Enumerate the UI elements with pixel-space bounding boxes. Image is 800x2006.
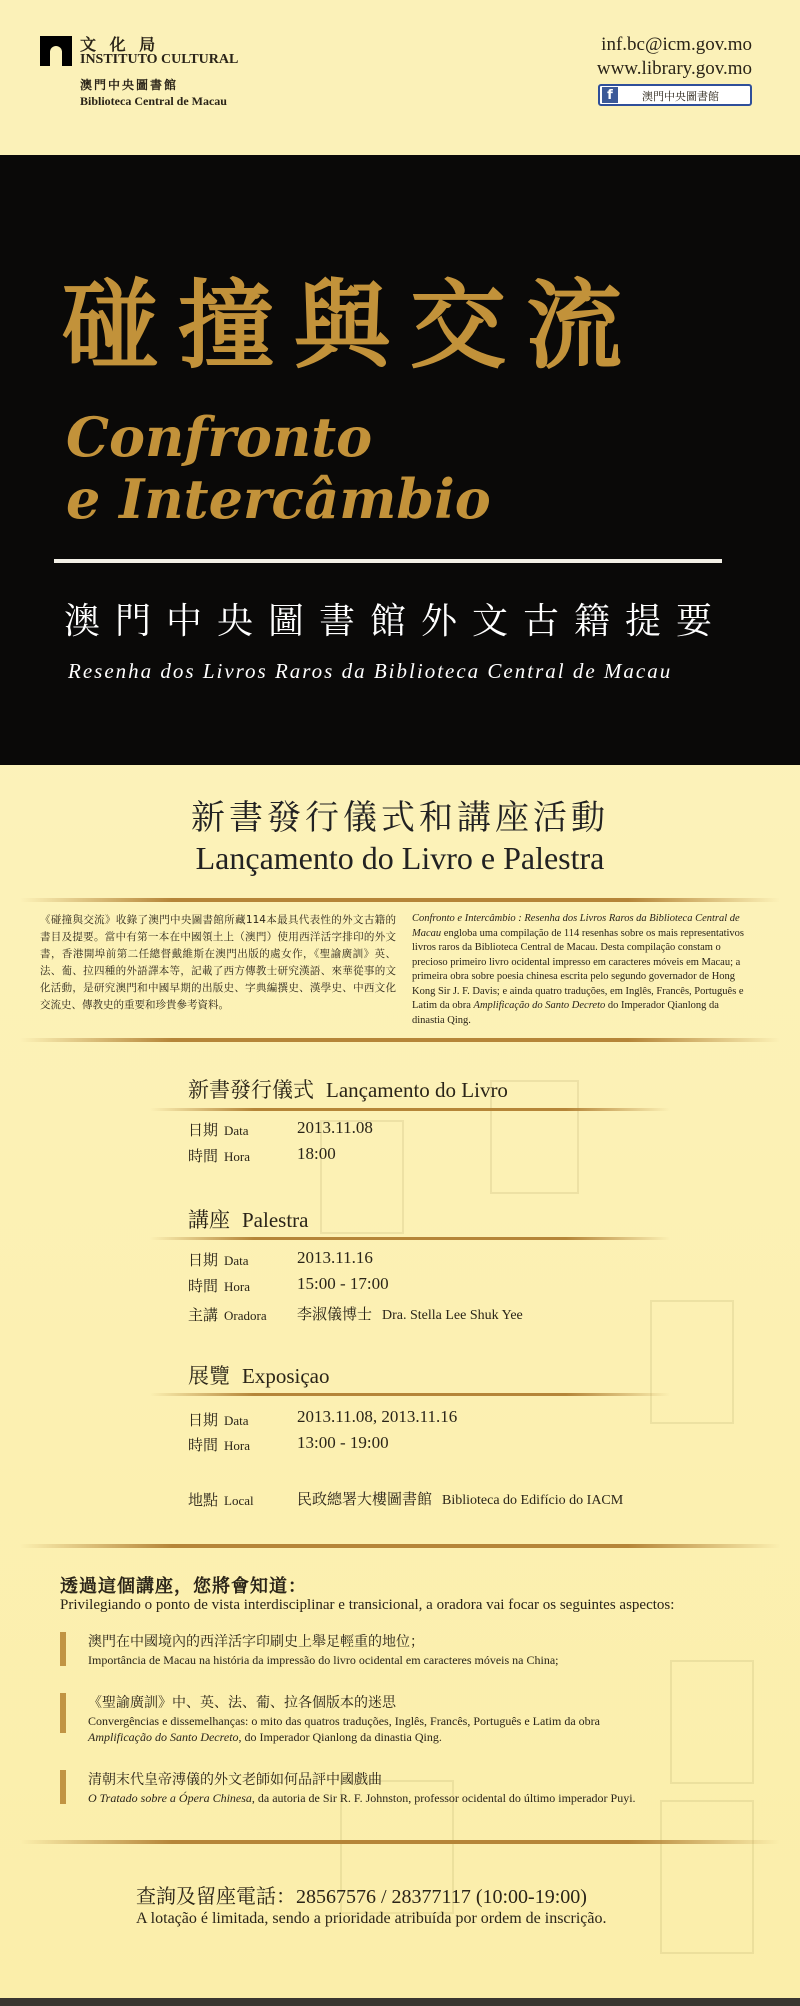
institute-name-pt: INSTITUTO CULTURAL	[80, 52, 239, 67]
intro-book-title: Confronto e Intercâmbio : Resenha dos Livros Raros da Biblioteca Central de Macau	[412, 913, 740, 939]
exhibition-time: 13:00 - 19:00	[297, 1433, 389, 1452]
divider	[150, 1237, 670, 1240]
lecture-date: 2013.11.16	[297, 1248, 373, 1267]
event-title-zh: 新書發行儀式和講座活動	[191, 798, 609, 838]
facebook-label: 澳門中央圖書館	[642, 90, 719, 103]
lecture-speaker: 李淑儀博士 Dra. Stella Lee Shuk Yee	[297, 1305, 523, 1323]
event-title-pt: Lançamento do Livro e Palestra	[195, 840, 605, 876]
website-link[interactable]: www.library.gov.mo	[596, 58, 752, 79]
launch-date-label: 日期 Data	[188, 1121, 249, 1139]
venue: 民政總署大樓圖書館 Biblioteca do Edifício do IACM	[297, 1490, 624, 1508]
library-name-zh: 澳門中央圖書館	[80, 78, 179, 92]
title-zh: 碰撞與交流	[62, 270, 642, 382]
subtitle-pt: Resenha dos Livros Raros da Biblioteca Central de Macau	[68, 659, 673, 683]
title-pt-line1: Confronto	[66, 405, 373, 469]
subtitle-zh: 澳門中央圖書館外文古籍提要	[64, 601, 728, 642]
divider	[20, 898, 780, 902]
launch-heading: 新書發行儀式 Lançamento do Livro	[188, 1078, 508, 1102]
lecture-heading: 講座 Palestra	[188, 1208, 309, 1232]
facebook-icon: f	[602, 87, 618, 103]
banner-divider	[54, 559, 722, 563]
aspects-heading: 透過這個講座，您將會知道：	[60, 1576, 307, 1597]
institute-name-zh: 文 化 局	[80, 35, 160, 54]
background-book-decoration	[650, 1300, 734, 1424]
intro-work-title: Amplificação do Santo Decreto	[473, 1000, 606, 1011]
venue-label: 地點 Local	[188, 1491, 254, 1509]
divider	[20, 1544, 780, 1548]
facebook-button[interactable]	[598, 84, 752, 106]
footer-bar	[0, 1998, 800, 2006]
aspect-item: 澳門在中國境內的西洋活字印刷史上舉足輕重的地位； Importância de Macau na história da impressão do livro ocidental em caracteres móveis na China;	[60, 1632, 760, 1668]
lecture-time-label: 時間 Hora	[188, 1277, 251, 1295]
divider	[150, 1393, 670, 1396]
intro-text-zh: 《碰撞與交流》收錄了澳門中央圖書館所藏114本最具代表性的外文古籍的書目及提要。當中有第一本在中國領土上（澳門）使用西洋活字排印的外文書，香港開埠前第二任總督戴維斯在澳門出版的處女作，《聖諭廣訓》英、法、葡、拉四種的外語譯本等，記載了西方傳教士研究漢語、來華從事的文化活動，是研究澳門和中國早期的出版史、字典編撰史、漢學史、中西文化交流史、傳教史的重要和珍貴參考資料。	[40, 914, 396, 1011]
title-pt-line2: e Intercâmbio	[66, 467, 491, 531]
launch-date: 2013.11.08	[297, 1118, 373, 1137]
divider	[150, 1108, 670, 1111]
exhibition-time-label: 時間 Hora	[188, 1436, 251, 1454]
lecture-speaker-label: 主講 Oradora	[188, 1306, 267, 1324]
library-name-pt: Biblioteca Central de Macau	[80, 94, 227, 108]
header	[0, 0, 800, 155]
aspect-item: 《聖諭廣訓》中、英、法、葡、拉各個版本的迷思 Convergências e dissemelhanças: o mito das quatros traduções, Inglês, Francês, Português e Latim da obra Amplificação do Santo Decreto, do Imperador Qianlong da dinastia Qing.	[60, 1693, 760, 1745]
background-book-decoration	[660, 1800, 754, 1954]
bullet-bar	[60, 1770, 66, 1804]
divider	[20, 1038, 780, 1042]
aspects-subheading: Privilegiando o ponto de vista interdisciplinar e transicional, a oradora vai focar os seguintes aspectos:	[60, 1597, 675, 1613]
exhibition-heading: 展覽 Exposiçao	[188, 1364, 330, 1388]
launch-time-label: 時間 Hora	[188, 1147, 251, 1165]
title-banner	[0, 155, 800, 765]
exhibition-dates: 2013.11.08, 2013.11.16	[297, 1407, 458, 1426]
institute-logo-icon	[40, 36, 72, 66]
contact-note: A lotação é limitada, sendo a prioridade atribuída por ordem de inscrição.	[136, 1910, 607, 1927]
exhibition-date-label: 日期 Data	[188, 1411, 249, 1429]
bullet-bar	[60, 1693, 66, 1733]
aspect-item: 清朝末代皇帝溥儀的外文老師如何品評中國戲曲 O Tratado sobre a Ópera Chinesa, da autoria de Sir R. F. Johnston, professor ocidental do último imperador Puyi.	[60, 1770, 760, 1806]
launch-time: 18:00	[297, 1144, 336, 1163]
lecture-date-label: 日期 Data	[188, 1251, 249, 1269]
contact-phone: 查詢及留座電話：28567576 / 28377117 (10:00-19:00)	[136, 1884, 587, 1908]
intro-text-pt: Confronto e Intercâmbio : Resenha dos Livros Raros da Biblioteca Central de Macau engloba uma compilação de 114 resenhas sobre os mais representativos livros raros da Biblioteca Central de Macau. Desta compilação constam o precioso primeiro livro ocidental impresso em caracteres móveis em Macau; a primeira obra sobre poesia chinesa escrita pelo segundo governador de Hong Kong Sir J. F. Davis; e ainda quatro traduções, em Inglês, Francês, Português e Latim da obra Amplificação do Santo Decreto do Imperador Qianlong da dinastia Qing.	[412, 913, 745, 1026]
divider	[20, 1840, 780, 1844]
lecture-time: 15:00 - 17:00	[297, 1274, 389, 1293]
contact-email-link[interactable]: inf.bc@icm.gov.mo	[601, 34, 752, 55]
bullet-bar	[60, 1632, 66, 1666]
